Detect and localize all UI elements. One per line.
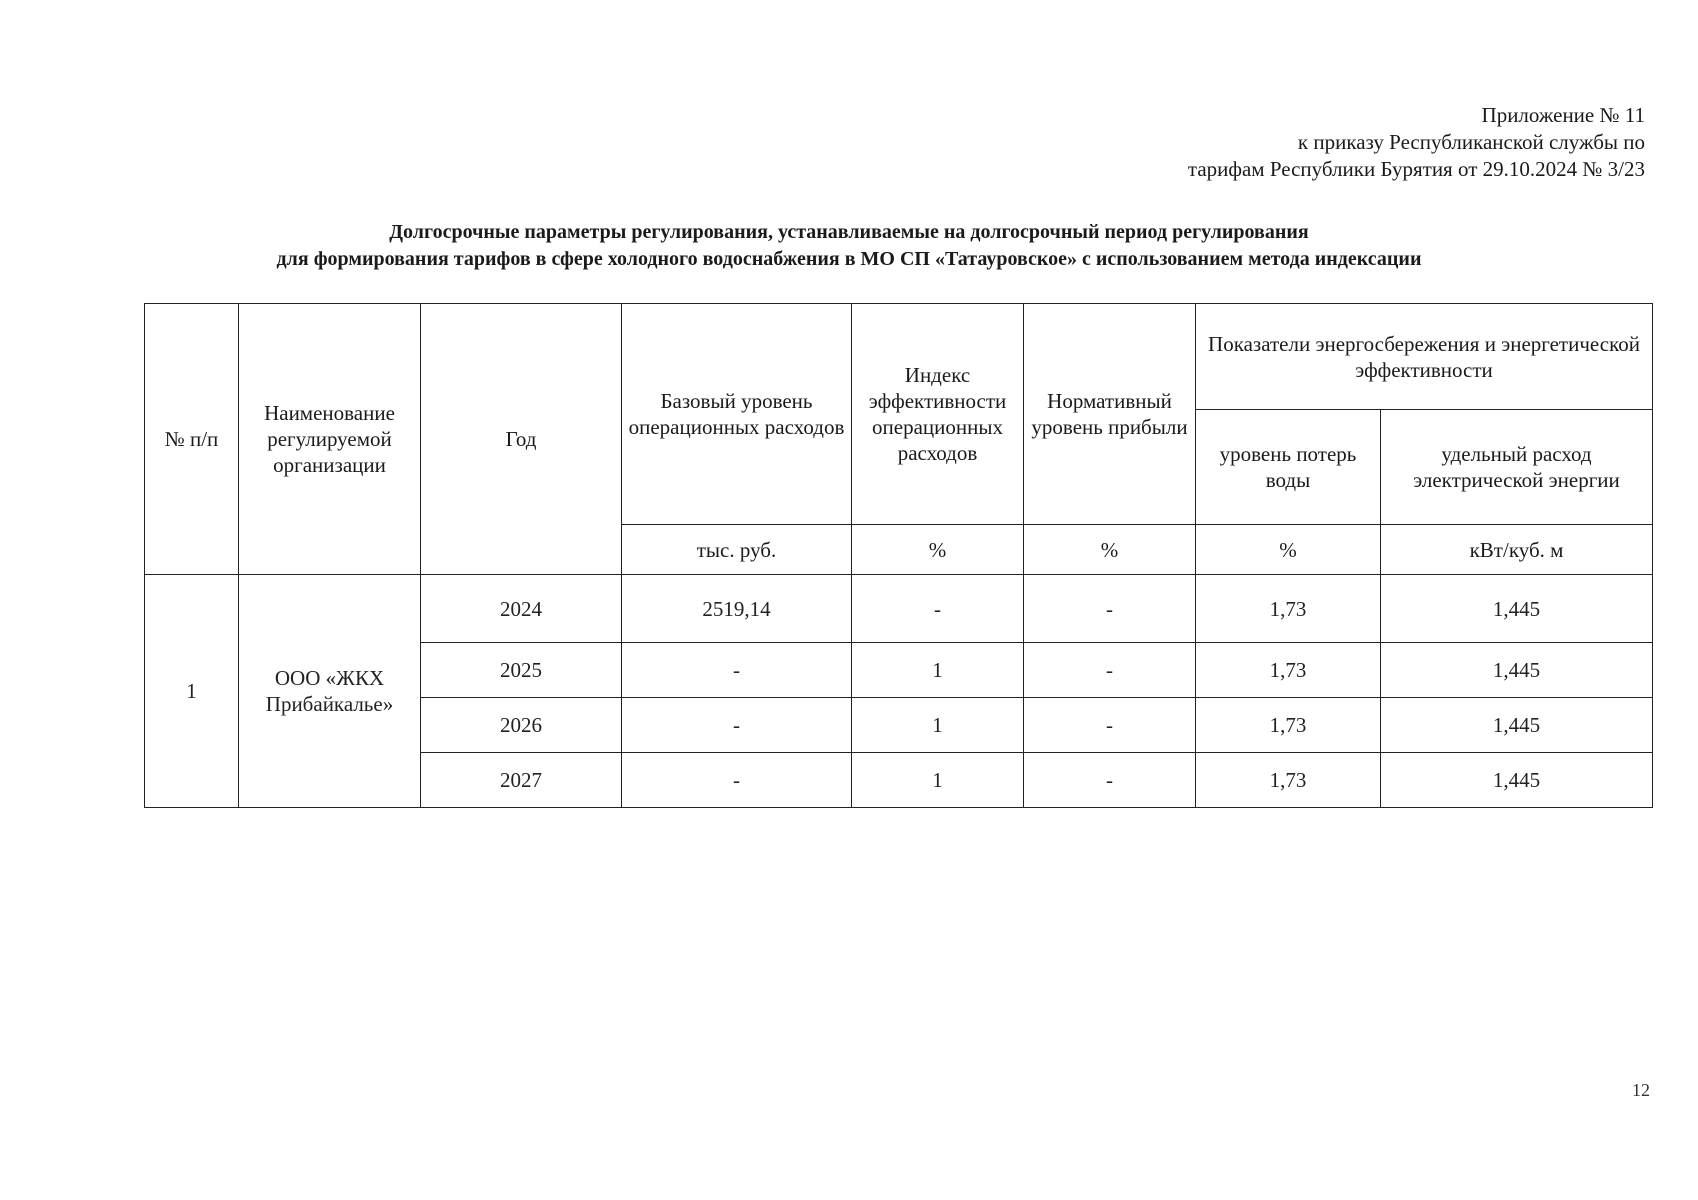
cell-profit-level: -: [1024, 753, 1196, 808]
appendix-reference: [1188, 102, 1645, 183]
cell-year: 2027: [421, 753, 622, 808]
unit-profit-level: %: [1024, 525, 1196, 575]
org-name: ООО «ЖКХ Прибайкалье»: [239, 575, 421, 808]
header-electricity: удельный расход электрической энергии: [1381, 410, 1653, 525]
header-row-1: [145, 304, 1653, 410]
cell-water-loss: 1,73: [1196, 643, 1381, 698]
cell-water-loss: 1,73: [1196, 575, 1381, 643]
org-number: 1: [145, 575, 239, 808]
cell-electricity: 1,445: [1381, 698, 1653, 753]
regulation-parameters-table: [144, 303, 1653, 808]
cell-efficiency-index: 1: [852, 698, 1024, 753]
title-line-2: для формирования тарифов в сфере холодного водоснабжения в МО СП «Татауровское» с использованием метода индексации: [276, 248, 1422, 270]
cell-electricity: 1,445: [1381, 753, 1653, 808]
header-year: Год: [421, 304, 622, 575]
header-efficiency-index: Индекс эффективности операционных расходов: [852, 304, 1024, 525]
cell-year: 2026: [421, 698, 622, 753]
appendix-line-2: к приказу Республиканской службы по: [1297, 130, 1645, 154]
cell-base-opex: -: [622, 643, 852, 698]
cell-profit-level: -: [1024, 698, 1196, 753]
appendix-line-3: тарифам Республики Бурятия от 29.10.2024 № 3/23: [1187, 157, 1645, 181]
cell-base-opex: -: [622, 753, 852, 808]
unit-base-opex: тыс. руб.: [622, 525, 852, 575]
title-line-1: Долгосрочные параметры регулирования, устанавливаемые на долгосрочный период регулирования: [389, 221, 1309, 243]
page-number: 12: [1632, 1080, 1650, 1100]
cell-profit-level: -: [1024, 643, 1196, 698]
cell-year: 2024: [421, 575, 622, 643]
cell-profit-level: -: [1024, 575, 1196, 643]
header-num: № п/п: [145, 304, 239, 575]
unit-efficiency-index: %: [852, 525, 1024, 575]
cell-efficiency-index: -: [852, 575, 1024, 643]
cell-efficiency-index: 1: [852, 643, 1024, 698]
cell-electricity: 1,445: [1381, 643, 1653, 698]
document-title: [0, 219, 1698, 273]
cell-year: 2025: [421, 643, 622, 698]
cell-water-loss: 1,73: [1196, 753, 1381, 808]
unit-water-loss: %: [1196, 525, 1381, 575]
header-profit-level: Нормативный уровень прибыли: [1024, 304, 1196, 525]
header-water-loss: уровень потерь воды: [1196, 410, 1381, 525]
header-org: Наименование регулируемой организации: [239, 304, 421, 575]
cell-efficiency-index: 1: [852, 753, 1024, 808]
unit-electricity: кВт/куб. м: [1381, 525, 1653, 575]
appendix-line-1: Приложение № 11: [1481, 103, 1645, 127]
header-base-opex: Базовый уровень операционных расходов: [622, 304, 852, 525]
table-row: [145, 575, 1653, 643]
cell-electricity: 1,445: [1381, 575, 1653, 643]
cell-base-opex: -: [622, 698, 852, 753]
cell-water-loss: 1,73: [1196, 698, 1381, 753]
header-energy-group: Показатели энергосбережения и энергетической эффективности: [1196, 304, 1653, 410]
cell-base-opex: 2519,14: [622, 575, 852, 643]
